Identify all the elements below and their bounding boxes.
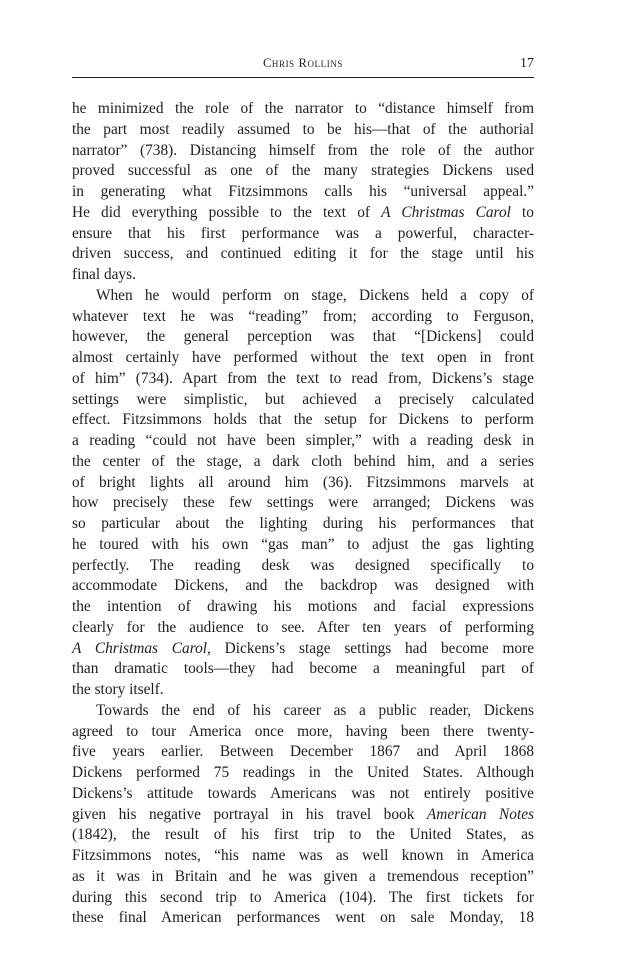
text-segment: (1842), the result of his first trip to the United States, as	[72, 826, 534, 844]
text-segment: he minimized the role of the narrator to “distance himself from	[72, 100, 534, 117]
page-number: 17	[520, 56, 534, 71]
text-line	[72, 161, 534, 182]
text-line	[72, 431, 534, 452]
italic-title: A Christmas Carol	[72, 639, 208, 657]
text-segment: accommodate Dickens, and the backdrop was designed with	[72, 577, 534, 595]
text-line	[72, 908, 534, 929]
text-segment: proved successful as one of the many strategies Dickens used	[72, 162, 534, 180]
text-line	[72, 244, 534, 265]
text-line	[72, 722, 534, 743]
text-line	[72, 307, 534, 328]
text-line	[72, 825, 534, 846]
text-segment: in generating what Fitzsimmons calls his “universal appeal.”	[72, 183, 534, 200]
text-segment: so particular about the lighting during his performances that	[72, 515, 534, 532]
text-line	[72, 203, 534, 224]
italic-title: A Christmas Carol	[381, 203, 511, 221]
text-segment: effect. Fitzsimmons holds that the setup for Dickens to perform	[72, 411, 534, 429]
text-segment: the intention of drawing his motions and facial expressions	[72, 598, 534, 615]
text-line	[72, 265, 534, 286]
text-line	[72, 888, 534, 909]
text-segment: of bright lights all around him (36). Fitzsimmons marvels at	[72, 473, 534, 491]
text-segment: ensure that his first performance was a powerful, character-	[72, 224, 534, 242]
text-line	[72, 805, 534, 826]
text-line	[72, 556, 534, 577]
text-segment: a reading “could not have been simpler,” with a reading desk in	[72, 432, 534, 449]
text-line	[72, 473, 534, 494]
text-segment: almost certainly have performed without the text open in front	[72, 349, 534, 366]
text-segment: Dickens performed 75 readings in the United States. Although	[72, 764, 534, 781]
text-segment: When he would perform on stage, Dickens held a copy of	[96, 286, 534, 304]
text-line	[72, 742, 534, 763]
text-segment: given his negative portrayal in his travel book	[72, 805, 427, 823]
text-segment: Towards the end of his career as a public reader, Dickens	[96, 701, 534, 719]
text-segment: of him” (734). Apart from the text to read from, Dickens’s stage	[72, 369, 534, 387]
italic-title: American Notes	[426, 805, 534, 823]
body-text	[72, 99, 534, 929]
text-segment: agreed to tour America once more, having been there twenty-	[72, 722, 534, 740]
text-segment: , Dickens’s stage settings had become more	[207, 639, 535, 657]
text-line	[72, 867, 534, 888]
text-segment: five years earlier. Between December 1867 and April 1868	[72, 743, 534, 761]
text-line	[72, 763, 534, 784]
text-line	[72, 182, 534, 203]
text-segment: to	[510, 203, 534, 221]
text-segment: driven success, and continued editing it for the stage until his	[72, 245, 534, 263]
text-segment: as it was in Britain and he was given a tremendous reception”	[72, 867, 534, 885]
text-line	[72, 390, 534, 411]
text-segment: these final American performances went on sale Monday, 18	[72, 909, 534, 927]
text-line	[72, 784, 534, 805]
text-segment: than dramatic tools—they had become a meaningful part of	[72, 660, 534, 678]
text-line	[72, 327, 534, 348]
text-line	[72, 680, 534, 701]
text-segment: how precisely these few settings were arranged; Dickens was	[72, 494, 534, 512]
text-line	[72, 659, 534, 680]
text-line	[72, 597, 534, 618]
text-segment: the center of the stage, a dark cloth behind him, and a series	[72, 452, 534, 470]
text-segment: the story itself.	[72, 681, 164, 698]
text-line	[72, 369, 534, 390]
text-segment: however, the general perception was that “[Dickens] could	[72, 328, 534, 346]
text-segment: Dickens’s attitude towards Americans was not entirely positive	[72, 784, 534, 802]
text-segment: final days.	[72, 266, 136, 283]
page-header	[72, 56, 534, 76]
text-line	[72, 452, 534, 473]
text-segment: perfectly. The reading desk was designed specifically to	[72, 556, 534, 574]
text-line	[72, 576, 534, 597]
text-line	[72, 639, 534, 660]
text-line	[72, 120, 534, 141]
text-segment: Fitzsimmons notes, “his name was as well known in America	[72, 847, 534, 864]
text-segment: whatever text he was “reading” from; according to Ferguson,	[72, 307, 534, 325]
text-line	[72, 410, 534, 431]
text-segment: he toured with his own “gas man” to adjust the gas lighting	[72, 535, 534, 553]
text-segment: the part most readily assumed to be his—that of the authorial	[72, 120, 534, 138]
text-line	[72, 348, 534, 369]
text-segment: during this second trip to America (104). The first tickets for	[72, 888, 534, 906]
header-rule	[72, 77, 534, 78]
text-line	[72, 99, 534, 120]
text-segment: narrator” (738). Distancing himself from the role of the author	[72, 141, 534, 159]
text-line	[72, 493, 534, 514]
text-line	[72, 224, 534, 245]
text-segment: clearly for the audience to see. After ten years of performing	[72, 618, 534, 636]
text-segment: He did everything possible to the text of	[72, 203, 382, 221]
text-segment: settings were simplistic, but achieved a precisely calculated	[72, 390, 534, 408]
text-line	[72, 535, 534, 556]
text-line	[72, 141, 534, 162]
text-line	[72, 701, 534, 722]
text-line	[72, 846, 534, 867]
text-line	[72, 514, 534, 535]
text-line	[72, 618, 534, 639]
text-line	[72, 286, 534, 307]
running-head: Chris Rollins	[262, 56, 344, 70]
